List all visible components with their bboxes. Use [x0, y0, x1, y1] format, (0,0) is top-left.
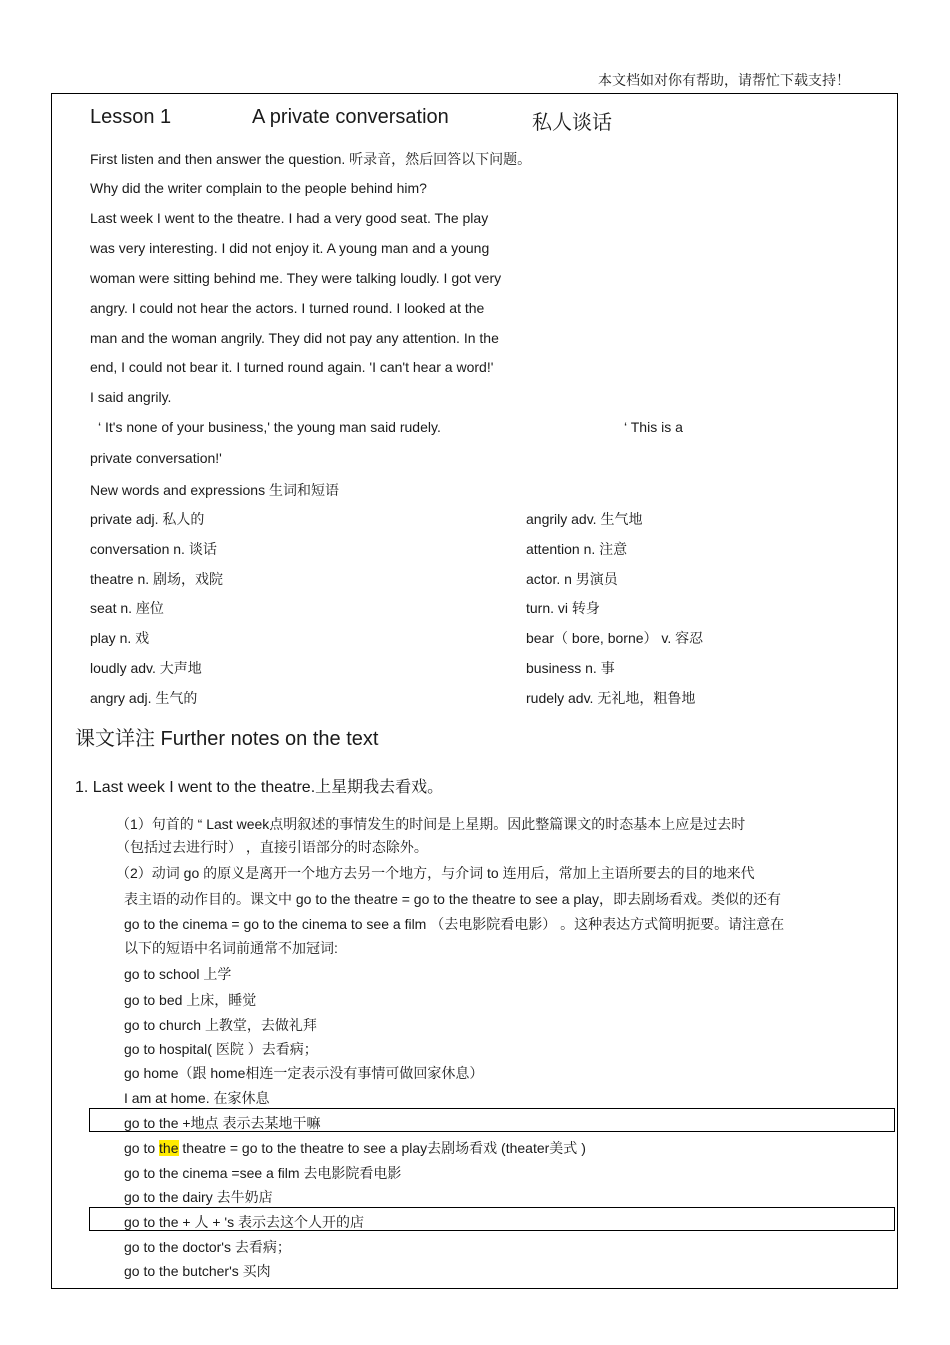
quote-line: ‘ It's none of your business,' the young man said rudely. — [98, 419, 441, 435]
phrase-item: go to the dairy 去牛奶店 — [124, 1189, 273, 1205]
lesson-title-zh: 私人谈话 — [532, 112, 612, 134]
theatre-phrase-post: theatre = go to the theatre to see a play去剧场看戏 (theater美式 ) — [178, 1140, 586, 1156]
vocab-item: angrily adv. 生气地 — [526, 511, 643, 527]
passage-line: angry. I could not hear the actors. I turned round. I looked at the — [90, 300, 485, 316]
vocab-item: angry adj. 生气的 — [90, 690, 198, 706]
note-paragraph: 表主语的动作目的。课文中 go to the theatre = go to the theatre to see a play，即去剧场看戏。类似的还有 — [124, 891, 782, 907]
passage-line: woman were sitting behind me. They were talking loudly. I got very — [90, 270, 502, 286]
passage-line: was very interesting. I did not enjoy it. A young man and a young — [90, 240, 490, 256]
lesson-title-en: A private conversation — [252, 106, 449, 128]
vocab-item: attention n. 注意 — [526, 541, 628, 557]
vocab-item: seat n. 座位 — [90, 600, 164, 616]
boxed-rule-text: go to the + 人 + 's 表示去这个人开的店 — [124, 1214, 364, 1230]
phrase-item: go home（跟 home相连一定表示没有事情可做回家休息） — [124, 1065, 484, 1081]
vocab-item: actor. n 男演员 — [526, 571, 618, 587]
download-support-note: 本文档如对你有帮助，请帮忙下载支持！ — [598, 72, 850, 88]
boxed-rule-text: go to the +地点 表示去某地干嘛 — [124, 1115, 321, 1131]
note-paragraph: （2）动词 go 的原义是离开一个地方去另一个地方，与介词 to 连用后，常加上主语所要去的目的地来代 — [116, 865, 755, 881]
note-paragraph: （1）句首的 “ Last week点明叙述的事情发生的时间是上星期。因此整篇课文的时态基本上应是过去时 — [116, 816, 746, 832]
vocab-item: business n. 事 — [526, 660, 615, 676]
new-words-heading: New words and expressions 生词和短语 — [90, 482, 339, 498]
passage-line: Last week I went to the theatre. I had a very good seat. The play — [90, 210, 489, 226]
phrase-item: I am at home. 在家休息 — [124, 1090, 270, 1106]
passage-line: I said angrily. — [90, 389, 172, 405]
passage-line: end, I could not bear it. I turned round again. 'I can't hear a word!' — [90, 359, 494, 375]
phrase-item: go to church 上教堂，去做礼拜 — [124, 1017, 317, 1033]
quote-line-right: ‘ This is a — [624, 419, 683, 435]
phrase-item: go to the cinema =see a film 去电影院看电影 — [124, 1165, 402, 1181]
theatre-phrase-pre: go to — [124, 1140, 160, 1156]
phrase-item: go to hospital( 医院 ）去看病； — [124, 1041, 318, 1057]
phrase-item: go to the butcher's 买肉 — [124, 1263, 271, 1279]
highlighted-article: the — [159, 1140, 179, 1156]
note-paragraph: go to the cinema = go to the cinema to see a film （去电影院看电影） 。这种表达方式简明扼要。请注意在 — [124, 916, 785, 932]
further-notes-heading: 课文详注 Further notes on the text — [75, 728, 379, 750]
vocab-item: theatre n. 剧场，戏院 — [90, 571, 224, 587]
vocab-item: private adj. 私人的 — [90, 511, 205, 527]
phrase-item: go to bed 上床，睡觉 — [124, 992, 257, 1008]
vocab-item: bear（ bore, borne） v. 容忍 — [526, 630, 704, 646]
vocab-item: rudely adv. 无礼地，粗鲁地 — [526, 690, 696, 706]
passage-line: man and the woman angrily. They did not pay any attention. In the — [90, 330, 499, 346]
phrase-item: go to school 上学 — [124, 966, 232, 982]
quote-continuation: private conversation!' — [90, 450, 222, 466]
vocab-item: loudly adv. 大声地 — [90, 660, 202, 676]
lesson-number: Lesson 1 — [90, 106, 172, 128]
vocab-item: play n. 戏 — [90, 630, 150, 646]
note-paragraph: 以下的短语中名词前通常不加冠词: — [124, 940, 338, 956]
note-paragraph: （包括过去进行时） ，直接引语部分的时态除外。 — [116, 839, 428, 855]
theatre-phrase — [124, 1138, 586, 1158]
vocab-item: conversation n. 谈话 — [90, 541, 217, 557]
note-1-title: 1. Last week I went to the theatre.上星期我去看戏。 — [75, 779, 444, 796]
vocab-item: turn. vi 转身 — [526, 600, 600, 616]
phrase-item: go to the doctor's 去看病； — [124, 1239, 291, 1255]
listen-instruction: First listen and then answer the question. 听录音，然后回答以下问题。 — [90, 151, 532, 167]
comprehension-question: Why did the writer complain to the people behind him? — [90, 180, 427, 196]
